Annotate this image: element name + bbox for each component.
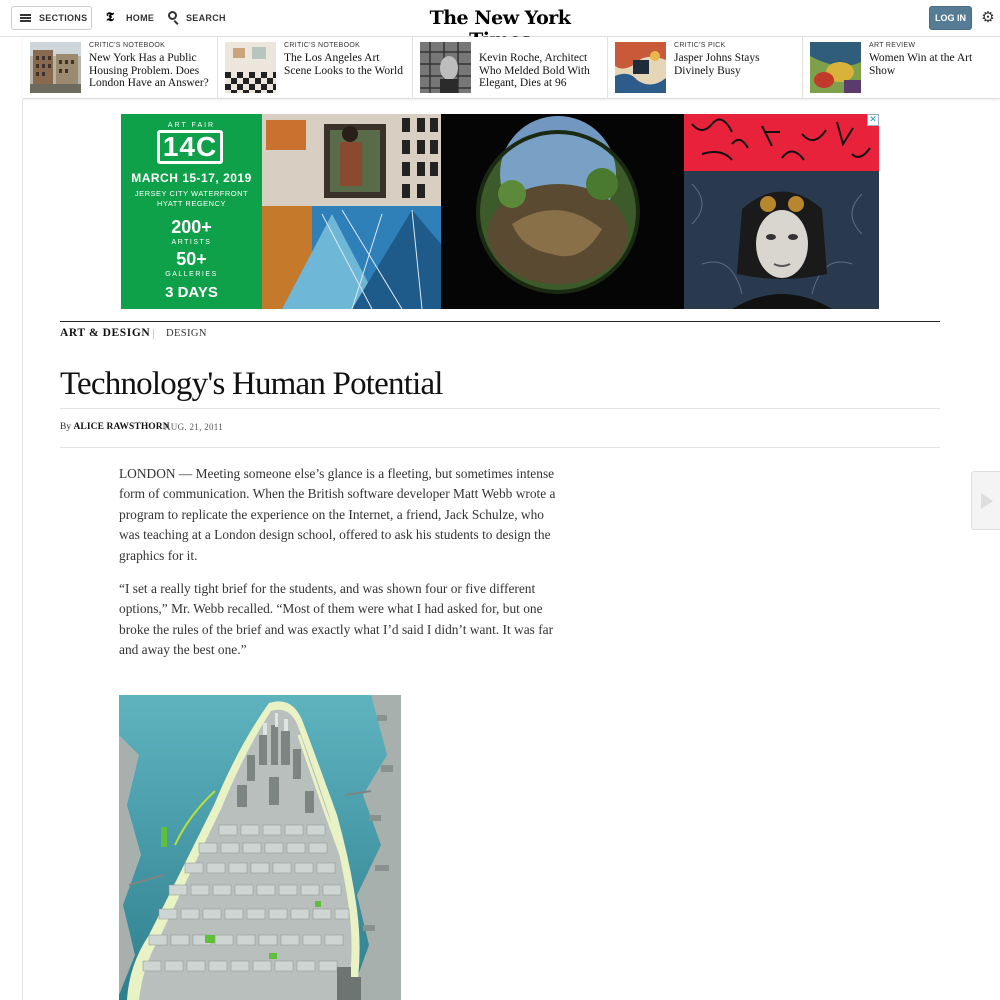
hamburger-icon xyxy=(20,14,31,22)
subsection-link[interactable]: DESIGN xyxy=(166,328,207,339)
ribbon-item[interactable] xyxy=(803,37,998,99)
ribbon-thumbnail xyxy=(615,42,666,93)
fair-number: 14C xyxy=(157,130,223,164)
ribbon-item[interactable] xyxy=(218,37,413,99)
byline xyxy=(60,422,170,432)
artists-label: ARTISTS xyxy=(171,239,212,246)
art-fair-panel xyxy=(121,114,262,309)
search-link[interactable] xyxy=(168,11,226,24)
author-link[interactable]: ALICE RAWSTHORN xyxy=(73,422,170,432)
article-headline: Technology's Human Potential xyxy=(60,366,443,402)
headline-divider xyxy=(60,408,940,409)
story-ribbon xyxy=(23,37,1000,99)
fair-label: ART FAIR xyxy=(167,122,216,129)
ribbon-thumbnail xyxy=(810,42,861,93)
publication-date: AUG. 21, 2011 xyxy=(164,422,224,432)
venue-line-1: JERSEY CITY WATERFRONT xyxy=(134,189,249,198)
ribbon-headline[interactable]: Women Win at the Art Show xyxy=(869,52,973,77)
ribbon-thumbnail xyxy=(30,42,81,93)
artists-count: 200+ xyxy=(171,217,212,237)
sections-button[interactable] xyxy=(11,6,92,30)
galleries-count: 50+ xyxy=(176,249,207,269)
login-button[interactable]: LOG IN xyxy=(929,6,972,30)
search-label: SEARCH xyxy=(186,12,226,23)
section-divider xyxy=(60,321,940,322)
section-link[interactable]: ART & DESIGN xyxy=(60,327,151,339)
advertisement-banner[interactable] xyxy=(121,114,879,309)
article-paragraph: LONDON — Meeting someone else’s glance is a fleeting, but sometimes intense form of communication. When the British software developer Matt Webb wrote a program to replicate the experience on the Internet, a friend, Jack Schulze, who was teaching at a London design school, offered to ask his students to design the graphics for it. xyxy=(119,466,556,563)
fair-dates: MARCH 15-17, 2019 xyxy=(131,171,252,185)
ribbon-item[interactable] xyxy=(608,37,803,99)
gear-icon[interactable]: ⚙ xyxy=(981,8,995,26)
ribbon-headline[interactable]: Kevin Roche, Architect Who Melded Bold With Elegant, Dies at 96 xyxy=(479,52,590,89)
masthead xyxy=(0,0,1000,37)
days-label: 3 DAYS xyxy=(165,284,218,301)
ribbon-thumbnail xyxy=(420,42,471,93)
home-link[interactable] xyxy=(106,11,154,25)
ribbon-kicker: CRITIC'S NOTEBOOK xyxy=(284,42,361,49)
ribbon-kicker: CRITIC'S NOTEBOOK xyxy=(89,42,166,49)
byline-divider xyxy=(60,447,940,448)
galleries-label: GALLERIES xyxy=(165,271,218,278)
sections-label: SECTIONS xyxy=(39,13,88,23)
ad-close-icon[interactable]: ✕ xyxy=(867,114,879,126)
ribbon-item[interactable] xyxy=(413,37,608,99)
search-icon xyxy=(168,11,181,24)
ribbon-headline[interactable]: The Los Angeles Art Scene Looks to the World xyxy=(284,52,403,77)
article-paragraph: “I set a really tight brief for the students, and was shown four or five different options,” Mr. Webb recalled. “Most of them were what I had asked for, but one broke the rules of the brief and was exactly what I’d said I didn’t want. It was far and away the best one.” xyxy=(119,581,554,658)
article-image-manhattan-map[interactable] xyxy=(119,695,401,1000)
ribbon-thumbnail xyxy=(225,42,276,93)
nyt-logo[interactable]: The New York xyxy=(429,7,571,29)
ribbon-kicker: ART REVIEW xyxy=(869,42,916,49)
left-rail xyxy=(0,99,23,1000)
chevron-right-icon xyxy=(981,493,993,509)
nyt-t-icon: 𝕿 xyxy=(106,10,114,25)
next-article-tab[interactable] xyxy=(971,471,1000,530)
fair-venue xyxy=(125,189,258,209)
byline-prefix: By xyxy=(60,422,72,432)
section-separator xyxy=(153,329,154,339)
home-label: HOME xyxy=(126,13,155,23)
ribbon-headline[interactable]: New York Has a Public Housing Problem. Does London Have an Answer? xyxy=(89,52,209,89)
ribbon-kicker: CRITIC'S PICK xyxy=(674,42,726,49)
ribbon-item[interactable] xyxy=(23,37,218,99)
ribbon-headline[interactable]: Jasper Johns Stays Divinely Busy xyxy=(674,52,760,77)
venue-line-2: HYATT REGENCY xyxy=(156,199,226,208)
ad-artwork-collage xyxy=(262,114,879,309)
